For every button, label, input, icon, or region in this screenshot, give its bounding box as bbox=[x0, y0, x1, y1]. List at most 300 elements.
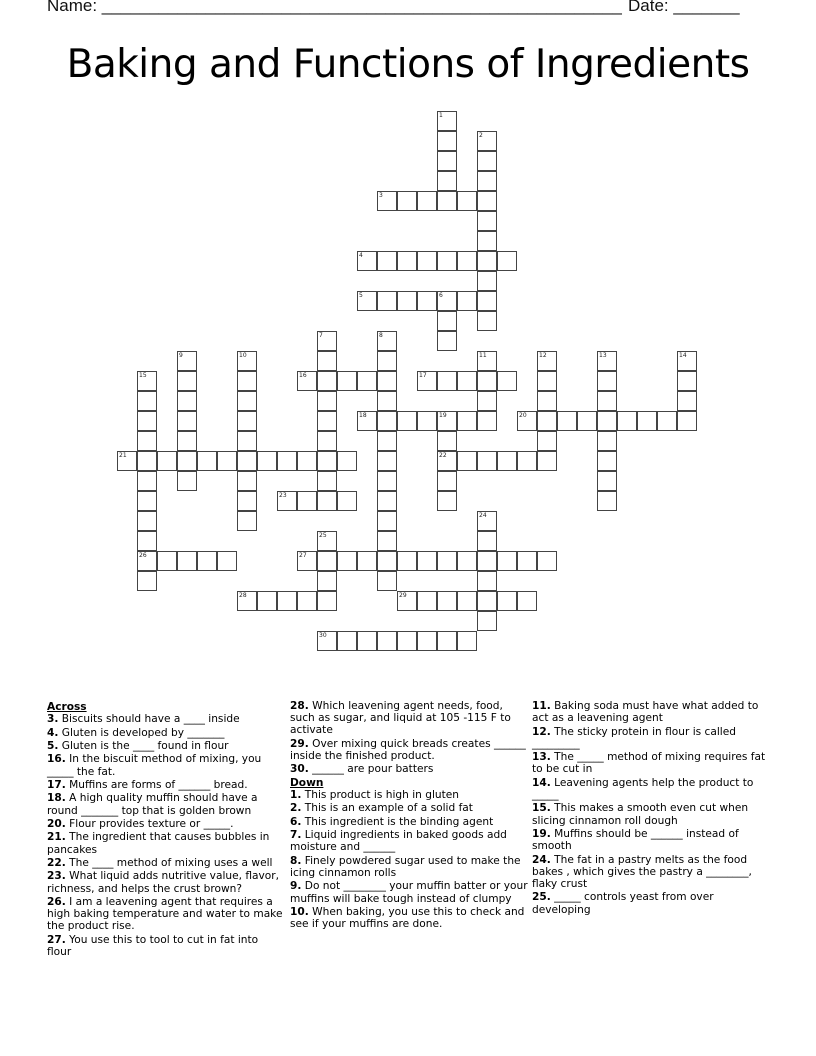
clue-text: Leavening agents help the product to _____ bbox=[532, 776, 754, 801]
clue-item bbox=[290, 880, 528, 904]
clue-item bbox=[532, 726, 768, 750]
grid-cell[interactable] bbox=[477, 571, 497, 591]
grid-cell[interactable] bbox=[417, 371, 437, 391]
clue-number: 15. bbox=[532, 802, 551, 815]
clue-item bbox=[290, 906, 528, 930]
clue-text: You use this to tool to cut in fat into flour bbox=[47, 933, 259, 958]
clue-number: 23 bbox=[279, 492, 287, 499]
grid-cell[interactable] bbox=[377, 511, 397, 531]
grid-cell[interactable] bbox=[477, 551, 497, 571]
clue-number: 27. bbox=[47, 933, 66, 946]
grid-cell[interactable] bbox=[417, 411, 437, 431]
grid-cell[interactable] bbox=[137, 571, 157, 591]
clue-text: Liquid ingredients in baked goods add moisture and ______ bbox=[290, 829, 507, 854]
grid-cell[interactable] bbox=[437, 411, 457, 431]
grid-cell[interactable] bbox=[357, 291, 377, 311]
grid-cell[interactable] bbox=[597, 451, 617, 471]
grid-cell[interactable] bbox=[297, 551, 317, 571]
grid-cell[interactable] bbox=[197, 551, 217, 571]
grid-cell[interactable] bbox=[177, 451, 197, 471]
clue-number: 2 bbox=[479, 132, 483, 139]
clue-item bbox=[290, 738, 528, 762]
grid-cell[interactable] bbox=[317, 551, 337, 571]
clue-number: 16 bbox=[299, 372, 307, 379]
grid-cell[interactable] bbox=[137, 531, 157, 551]
grid-cell[interactable] bbox=[237, 471, 257, 491]
clue-number: 7. bbox=[290, 829, 302, 842]
clue-number: 9 bbox=[179, 352, 183, 359]
clue-item bbox=[290, 763, 528, 775]
grid-cell[interactable] bbox=[177, 391, 197, 411]
grid-cell[interactable] bbox=[677, 391, 697, 411]
grid-cell[interactable] bbox=[457, 631, 477, 651]
grid-cell[interactable] bbox=[417, 251, 437, 271]
clue-number: 11. bbox=[532, 700, 551, 712]
grid-cell[interactable] bbox=[677, 411, 697, 431]
clue-column-1 bbox=[47, 700, 285, 959]
grid-cell[interactable] bbox=[377, 351, 397, 371]
grid-cell[interactable] bbox=[517, 591, 537, 611]
clue-item bbox=[47, 896, 285, 933]
grid-cell[interactable] bbox=[477, 191, 497, 211]
clue-number: 19 bbox=[439, 412, 447, 419]
clue-text: Gluten is developed by _______ bbox=[61, 726, 225, 739]
clue-text: The fat in a pastry melts as the food bakes , which gives the pastry a ________, flaky crust bbox=[532, 853, 752, 890]
clue-number: 25 bbox=[319, 532, 327, 539]
grid-cell[interactable] bbox=[137, 411, 157, 431]
grid-cell[interactable] bbox=[157, 551, 177, 571]
clue-number: 19. bbox=[532, 827, 551, 840]
clue-number: 22. bbox=[47, 856, 66, 869]
grid-cell[interactable] bbox=[277, 491, 297, 511]
grid-cell[interactable] bbox=[437, 371, 457, 391]
grid-cell[interactable] bbox=[677, 371, 697, 391]
grid-cell[interactable] bbox=[397, 631, 417, 651]
clue-number: 14 bbox=[679, 352, 687, 359]
grid-cell[interactable] bbox=[477, 171, 497, 191]
grid-cell[interactable] bbox=[397, 591, 417, 611]
grid-cell[interactable] bbox=[137, 511, 157, 531]
clue-column-3 bbox=[532, 700, 768, 917]
clue-text: A high quality muffin should have a round _______ top that is golden brown bbox=[47, 792, 258, 817]
grid-cell[interactable] bbox=[377, 371, 397, 391]
clue-number: 25. bbox=[532, 891, 551, 904]
clue-column-2 bbox=[290, 700, 528, 932]
grid-cell[interactable] bbox=[597, 491, 617, 511]
grid-cell[interactable] bbox=[177, 411, 197, 431]
grid-cell[interactable] bbox=[177, 431, 197, 451]
grid-cell[interactable] bbox=[437, 631, 457, 651]
grid-cell[interactable] bbox=[197, 451, 217, 471]
clue-text: Muffins should be ______ instead of smooth bbox=[532, 827, 739, 853]
clue-number: 4. bbox=[47, 726, 59, 739]
grid-cell[interactable] bbox=[217, 551, 237, 571]
clue-number: 27 bbox=[299, 552, 307, 559]
grid-cell[interactable] bbox=[317, 431, 337, 451]
clue-item bbox=[47, 818, 285, 830]
grid-cell[interactable] bbox=[457, 551, 477, 571]
grid-cell[interactable] bbox=[177, 351, 197, 371]
grid-cell[interactable] bbox=[257, 591, 277, 611]
grid-cell[interactable] bbox=[437, 591, 457, 611]
clue-number: 10. bbox=[290, 905, 309, 918]
grid-cell[interactable] bbox=[477, 311, 497, 331]
grid-cell[interactable] bbox=[437, 471, 457, 491]
clue-item bbox=[532, 777, 768, 801]
grid-cell[interactable] bbox=[437, 291, 457, 311]
grid-cell[interactable] bbox=[137, 451, 157, 471]
grid-cell[interactable] bbox=[337, 371, 357, 391]
clue-number: 2. bbox=[290, 802, 302, 815]
grid-cell[interactable] bbox=[137, 371, 157, 391]
clue-number: 28. bbox=[290, 700, 309, 712]
grid-cell[interactable] bbox=[157, 451, 177, 471]
grid-cell[interactable] bbox=[477, 291, 497, 311]
grid-cell[interactable] bbox=[517, 551, 537, 571]
grid-cell[interactable] bbox=[377, 391, 397, 411]
clue-item bbox=[532, 751, 768, 775]
grid-cell[interactable] bbox=[237, 371, 257, 391]
grid-cell[interactable] bbox=[437, 171, 457, 191]
grid-cell[interactable] bbox=[237, 411, 257, 431]
grid-cell[interactable] bbox=[577, 411, 597, 431]
grid-cell[interactable] bbox=[537, 451, 557, 471]
grid-cell[interactable] bbox=[317, 331, 337, 351]
grid-cell[interactable] bbox=[317, 451, 337, 471]
grid-cell[interactable] bbox=[317, 491, 337, 511]
grid-cell[interactable] bbox=[477, 231, 497, 251]
clue-number: 4 bbox=[359, 252, 363, 259]
grid-cell[interactable] bbox=[437, 551, 457, 571]
grid-cell[interactable] bbox=[377, 571, 397, 591]
grid-cell[interactable] bbox=[477, 131, 497, 151]
grid-cell[interactable] bbox=[437, 131, 457, 151]
grid-cell[interactable] bbox=[457, 591, 477, 611]
grid-cell[interactable] bbox=[137, 391, 157, 411]
clue-item bbox=[47, 753, 285, 777]
grid-cell[interactable] bbox=[377, 491, 397, 511]
grid-cell[interactable] bbox=[377, 411, 397, 431]
grid-cell[interactable] bbox=[497, 371, 517, 391]
grid-cell[interactable] bbox=[537, 411, 557, 431]
clue-number: 29 bbox=[399, 592, 407, 599]
grid-cell[interactable] bbox=[317, 531, 337, 551]
clue-number: 22 bbox=[439, 452, 447, 459]
grid-cell[interactable] bbox=[377, 451, 397, 471]
grid-cell[interactable] bbox=[397, 191, 417, 211]
grid-cell[interactable] bbox=[137, 491, 157, 511]
clue-number: 16. bbox=[47, 753, 66, 766]
grid-cell[interactable] bbox=[317, 371, 337, 391]
grid-cell[interactable] bbox=[437, 191, 457, 211]
grid-cell[interactable] bbox=[597, 351, 617, 371]
clue-item bbox=[47, 792, 285, 816]
clue-item bbox=[290, 700, 528, 737]
clue-number: 8. bbox=[290, 854, 302, 867]
clue-number: 15 bbox=[139, 372, 147, 379]
grid-cell[interactable] bbox=[177, 471, 197, 491]
clue-number: 12 bbox=[539, 352, 547, 359]
grid-cell[interactable] bbox=[477, 391, 497, 411]
clue-text: Which leavening agent needs, food, such as sugar, and liquid at 105 -115 F to activate bbox=[290, 700, 511, 737]
grid-cell[interactable] bbox=[237, 491, 257, 511]
grid-cell[interactable] bbox=[497, 551, 517, 571]
grid-cell[interactable] bbox=[277, 451, 297, 471]
clue-text: This makes a smooth even cut when slicing cinnamon roll dough bbox=[532, 802, 749, 827]
grid-cell[interactable] bbox=[237, 591, 257, 611]
grid-cell[interactable] bbox=[477, 411, 497, 431]
name-field[interactable]: Name: _______________________________________________________ bbox=[47, 0, 622, 15]
grid-cell[interactable] bbox=[437, 151, 457, 171]
grid-cell[interactable] bbox=[657, 411, 677, 431]
clue-text: The ingredient that causes bubbles in pancakes bbox=[47, 831, 270, 856]
grid-cell[interactable] bbox=[477, 511, 497, 531]
grid-cell[interactable] bbox=[117, 451, 137, 471]
clue-number: 26 bbox=[139, 552, 147, 559]
across-heading: Across bbox=[47, 701, 87, 713]
grid-cell[interactable] bbox=[357, 551, 377, 571]
grid-cell[interactable] bbox=[357, 631, 377, 651]
clue-number: 30 bbox=[319, 632, 327, 639]
grid-cell[interactable] bbox=[137, 471, 157, 491]
clue-number: 5. bbox=[47, 739, 59, 752]
grid-cell[interactable] bbox=[237, 351, 257, 371]
grid-cell[interactable] bbox=[537, 551, 557, 571]
down-heading: Down bbox=[290, 776, 324, 789]
grid-cell[interactable] bbox=[637, 411, 657, 431]
grid-cell[interactable] bbox=[477, 211, 497, 231]
grid-cell[interactable] bbox=[437, 331, 457, 351]
grid-cell[interactable] bbox=[537, 351, 557, 371]
grid-cell[interactable] bbox=[237, 451, 257, 471]
grid-cell[interactable] bbox=[357, 251, 377, 271]
grid-cell[interactable] bbox=[417, 631, 437, 651]
clue-number: 12. bbox=[532, 725, 551, 738]
grid-cell[interactable] bbox=[377, 471, 397, 491]
grid-cell[interactable] bbox=[257, 451, 277, 471]
grid-cell[interactable] bbox=[377, 291, 397, 311]
clue-number: 21. bbox=[47, 831, 66, 844]
grid-cell[interactable] bbox=[337, 451, 357, 471]
clue-number: 1 bbox=[439, 112, 443, 119]
clue-text: This is an example of a solid fat bbox=[304, 802, 473, 815]
grid-cell[interactable] bbox=[457, 371, 477, 391]
clue-number: 30. bbox=[290, 763, 309, 776]
grid-cell[interactable] bbox=[337, 491, 357, 511]
grid-cell[interactable] bbox=[357, 411, 377, 431]
clue-item bbox=[290, 816, 528, 828]
clue-text: The sticky protein in flour is called _________ bbox=[532, 725, 736, 750]
clue-text: ______ are pour batters bbox=[312, 763, 434, 776]
grid-cell[interactable] bbox=[297, 591, 317, 611]
clue-number: 6 bbox=[439, 292, 443, 299]
clue-text: Flour provides texture or _____. bbox=[69, 817, 234, 830]
grid-cell[interactable] bbox=[437, 111, 457, 131]
clue-item bbox=[47, 713, 285, 725]
clue-number: 28 bbox=[239, 592, 247, 599]
grid-cell[interactable] bbox=[177, 371, 197, 391]
grid-cell[interactable] bbox=[377, 551, 397, 571]
clue-number: 24. bbox=[532, 853, 551, 866]
clue-number: 18 bbox=[359, 412, 367, 419]
clue-text: Finely powdered sugar used to make the icing cinnamon rolls bbox=[290, 854, 521, 879]
grid-cell[interactable] bbox=[477, 591, 497, 611]
grid-cell[interactable] bbox=[397, 251, 417, 271]
grid-cell[interactable] bbox=[417, 191, 437, 211]
clue-number: 13 bbox=[599, 352, 607, 359]
clue-number: 26. bbox=[47, 895, 66, 908]
clue-number: 6. bbox=[290, 815, 302, 828]
grid-cell[interactable] bbox=[597, 411, 617, 431]
grid-cell[interactable] bbox=[317, 471, 337, 491]
clue-text: In the biscuit method of mixing, you _____ the fat. bbox=[47, 753, 262, 778]
grid-cell[interactable] bbox=[457, 291, 477, 311]
clue-number: 8 bbox=[379, 332, 383, 339]
clue-number: 23. bbox=[47, 870, 66, 883]
grid-cell[interactable] bbox=[217, 451, 237, 471]
clue-text: The ____ method of mixing uses a well bbox=[69, 856, 273, 869]
clue-item bbox=[47, 831, 285, 855]
grid-cell[interactable] bbox=[537, 391, 557, 411]
grid-cell[interactable] bbox=[417, 291, 437, 311]
grid-cell[interactable] bbox=[437, 311, 457, 331]
grid-cell[interactable] bbox=[477, 351, 497, 371]
grid-cell[interactable] bbox=[677, 351, 697, 371]
grid-cell[interactable] bbox=[377, 431, 397, 451]
clue-item bbox=[290, 802, 528, 814]
clue-item bbox=[532, 828, 768, 852]
clue-text: I am a leavening agent that requires a high baking temperature and water to make the product rise. bbox=[47, 895, 283, 933]
grid-cell[interactable] bbox=[297, 491, 317, 511]
grid-cell[interactable] bbox=[317, 571, 337, 591]
grid-cell[interactable] bbox=[317, 391, 337, 411]
grid-cell[interactable] bbox=[337, 631, 357, 651]
clue-text: What liquid adds nutritive value, flavor, richness, and helps the crust brown? bbox=[47, 870, 279, 895]
clue-number: 3 bbox=[379, 192, 383, 199]
grid-cell[interactable] bbox=[177, 551, 197, 571]
clue-text: Biscuits should have a ____ inside bbox=[61, 713, 240, 726]
grid-cell[interactable] bbox=[137, 431, 157, 451]
page-title: Baking and Functions of Ingredients bbox=[66, 42, 750, 87]
grid-cell[interactable] bbox=[137, 551, 157, 571]
clue-item bbox=[290, 855, 528, 879]
grid-cell[interactable] bbox=[417, 591, 437, 611]
grid-cell[interactable] bbox=[297, 451, 317, 471]
grid-cell[interactable] bbox=[437, 491, 457, 511]
clue-item bbox=[290, 829, 528, 853]
clue-item bbox=[532, 700, 768, 724]
grid-cell[interactable] bbox=[517, 411, 537, 431]
grid-cell[interactable] bbox=[477, 451, 497, 471]
clue-text: Baking soda must have what added to act as a leavening agent bbox=[532, 700, 759, 725]
grid-cell[interactable] bbox=[337, 551, 357, 571]
grid-cell[interactable] bbox=[237, 391, 257, 411]
clue-number: 14. bbox=[532, 776, 551, 789]
clue-text: When baking, you use this to check and see if your muffins are done. bbox=[290, 905, 525, 931]
grid-cell[interactable] bbox=[477, 251, 497, 271]
clue-text: Muffins are forms of ______ bread. bbox=[69, 778, 248, 791]
grid-cell[interactable] bbox=[397, 551, 417, 571]
clue-number: 21 bbox=[119, 452, 127, 459]
grid-cell[interactable] bbox=[317, 351, 337, 371]
clue-text: Over mixing quick breads creates ______ inside the finished product. bbox=[290, 737, 526, 762]
grid-cell[interactable] bbox=[297, 371, 317, 391]
clue-number: 29. bbox=[290, 737, 309, 750]
grid-cell[interactable] bbox=[597, 471, 617, 491]
clue-item bbox=[47, 740, 285, 752]
grid-cell[interactable] bbox=[317, 411, 337, 431]
grid-cell[interactable] bbox=[377, 631, 397, 651]
grid-cell[interactable] bbox=[477, 611, 497, 631]
grid-cell[interactable] bbox=[317, 591, 337, 611]
grid-cell[interactable] bbox=[397, 411, 417, 431]
grid-cell[interactable] bbox=[437, 431, 457, 451]
grid-cell[interactable] bbox=[537, 371, 557, 391]
date-field[interactable]: Date: _______ bbox=[628, 0, 740, 15]
grid-cell[interactable] bbox=[517, 451, 537, 471]
grid-cell[interactable] bbox=[537, 431, 557, 451]
grid-cell[interactable] bbox=[477, 531, 497, 551]
grid-cell[interactable] bbox=[477, 151, 497, 171]
grid-cell[interactable] bbox=[477, 271, 497, 291]
clue-item bbox=[47, 857, 285, 869]
grid-cell[interactable] bbox=[457, 411, 477, 431]
grid-cell[interactable] bbox=[377, 191, 397, 211]
grid-cell[interactable] bbox=[377, 531, 397, 551]
clue-text: Gluten is the ____ found in flour bbox=[61, 739, 229, 752]
clue-item bbox=[290, 789, 528, 801]
grid-cell[interactable] bbox=[457, 251, 477, 271]
grid-cell[interactable] bbox=[497, 451, 517, 471]
grid-cell[interactable] bbox=[457, 451, 477, 471]
grid-cell[interactable] bbox=[277, 591, 297, 611]
clue-number: 18. bbox=[47, 792, 66, 805]
grid-cell[interactable] bbox=[597, 391, 617, 411]
grid-cell[interactable] bbox=[377, 251, 397, 271]
clue-number: 9. bbox=[290, 880, 302, 893]
grid-cell[interactable] bbox=[437, 251, 457, 271]
grid-cell[interactable] bbox=[437, 451, 457, 471]
clue-number: 10 bbox=[239, 352, 247, 359]
grid-cell[interactable] bbox=[617, 411, 637, 431]
clue-text: Do not ________ your muffin batter or your muffins will bake tough instead of clumpy bbox=[290, 880, 528, 905]
grid-cell[interactable] bbox=[417, 551, 437, 571]
grid-cell[interactable] bbox=[597, 371, 617, 391]
grid-cell[interactable] bbox=[597, 431, 617, 451]
clue-item bbox=[47, 779, 285, 791]
grid-cell[interactable] bbox=[237, 511, 257, 531]
clue-item bbox=[532, 802, 768, 826]
grid-cell[interactable] bbox=[357, 371, 377, 391]
clue-number: 5 bbox=[359, 292, 363, 299]
grid-cell[interactable] bbox=[557, 411, 577, 431]
clue-number: 17 bbox=[419, 372, 427, 379]
grid-cell[interactable] bbox=[397, 291, 417, 311]
clue-number: 1. bbox=[290, 788, 302, 801]
grid-cell[interactable] bbox=[237, 431, 257, 451]
clue-text: _____ controls yeast from over developing bbox=[532, 891, 714, 916]
grid-cell[interactable] bbox=[477, 371, 497, 391]
clue-item bbox=[532, 891, 768, 915]
clue-text: The _____ method of mixing requires fat to be cut in bbox=[532, 751, 766, 776]
clue-number: 3. bbox=[47, 713, 59, 726]
grid-cell[interactable] bbox=[457, 191, 477, 211]
grid-cell[interactable] bbox=[497, 251, 517, 271]
grid-cell[interactable] bbox=[377, 331, 397, 351]
grid-cell[interactable] bbox=[317, 631, 337, 651]
clue-number: 24 bbox=[479, 512, 487, 519]
grid-cell[interactable] bbox=[497, 591, 517, 611]
